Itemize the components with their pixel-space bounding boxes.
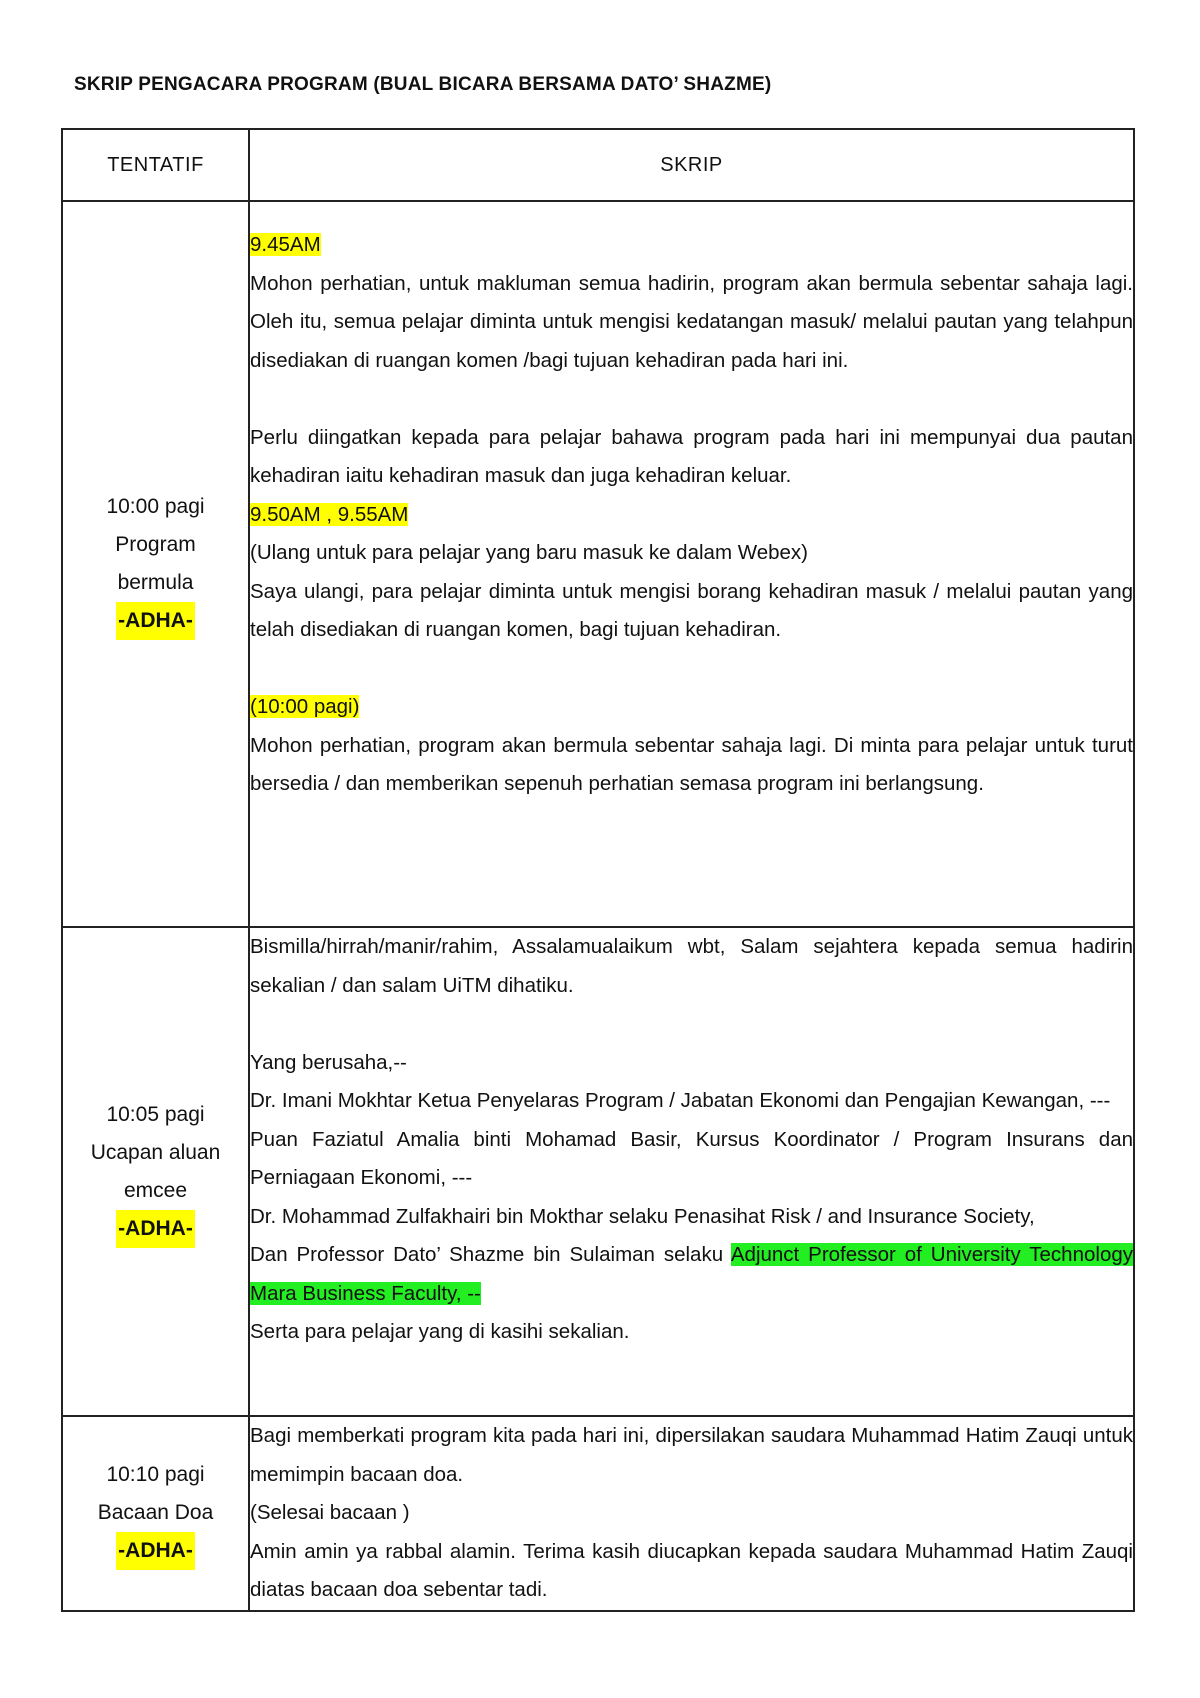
skrip-cell (249, 1416, 1134, 1611)
time-cue-highlight: 9.45AM (250, 233, 321, 256)
row-event-line: Bacaan Doa (97, 1501, 214, 1525)
script-paragraph: (Ulang untuk para pelajar yang baru masuk ke dalam Webex) (250, 541, 808, 564)
green-highlight-text: Adjunct Professor of University Technology Mara Business Faculty, -- (250, 1243, 1133, 1305)
header-skrip: SKRIP (249, 129, 1134, 201)
mc-name: -ADHA- (116, 1532, 195, 1570)
script-paragraph: Dr. Imani Mokhtar Ketua Penyelaras Program / Jabatan Ekonomi dan Pengajian Kewangan, --- (250, 1089, 1111, 1112)
table-row (62, 927, 1134, 1416)
script-paragraph: Mohon perhatian, program akan bermula sebentar sahaja lagi. Di minta para pelajar untuk turut bersedia / dan memberikan sepenuh perhatian semasa program ini berlangsung. (250, 733, 1133, 795)
script-paragraph: Mohon perhatian, untuk makluman semua hadirin, program akan bermula sebentar sahaja lagi. Oleh itu, semua pelajar diminta untuk mengisi kedatangan masuk/ melalui pautan yang telahpun disediakan di ruangan komen /bagi tujuan kehadiran pada hari ini. (250, 271, 1133, 372)
tentatif-cell (62, 201, 249, 927)
row-event-line: Ucapan aluan (90, 1140, 221, 1164)
mc-name: -ADHA- (116, 1210, 195, 1248)
script-paragraph: Yang berusaha,-- (250, 1050, 407, 1074)
script-table (61, 128, 1135, 1612)
row-time: 10:00 pagi (106, 495, 205, 518)
script-paragraph: Puan Faziatul Amalia binti Mohamad Basir, Kursus Koordinator / Program Insurans dan Perniagaan Ekonomi, --- (250, 1127, 1133, 1189)
document-title: SKRIP PENGACARA PROGRAM (BUAL BICARA BERSAMA DATO’ SHAZME) (74, 74, 772, 95)
table-row (62, 1416, 1134, 1611)
tentatif-cell (62, 927, 249, 1416)
table-header-row (62, 129, 1134, 201)
row-event-line: bermula (117, 571, 194, 594)
script-text: Dan Professor Dato’ Shazme bin Sulaiman selaku (250, 1243, 731, 1266)
script-paragraph (250, 1236, 1133, 1313)
script-paragraph: Bagi memberkati program kita pada hari ini, dipersilakan saudara Muhammad Hatim Zauqi untuk memimpin bacaan doa. (250, 1424, 1133, 1486)
script-paragraph: Saya ulangi, para pelajar diminta untuk mengisi borang kehadiran masuk / melalui pautan yang telah disediakan di ruangan komen, bagi tujuan kehadiran. (250, 579, 1133, 641)
script-paragraph: Dr. Mohammad Zulfakhairi bin Mokthar selaku Penasihat Risk / and Insurance Society, (250, 1204, 1035, 1228)
script-paragraph: (Selesai bacaan ) (250, 1501, 410, 1524)
skrip-cell (249, 201, 1134, 927)
row-time: 10:05 pagi (106, 1102, 205, 1126)
mc-name: -ADHA- (116, 602, 195, 640)
script-paragraph: Perlu diingatkan kepada para pelajar bahawa program pada hari ini mempunyai dua pautan kehadiran iaitu kehadiran masuk dan juga kehadiran keluar. (250, 425, 1133, 487)
header-tentatif: TENTATIF (62, 129, 249, 201)
script-paragraph: Amin amin ya rabbal alamin. Terima kasih diucapkan kepada saudara Muhammad Hatim Zauqi diatas bacaan doa sebentar tadi. (250, 1539, 1133, 1601)
script-paragraph: Serta para pelajar yang di kasihi sekalian. (250, 1320, 630, 1343)
row-time: 10:10 pagi (106, 1463, 205, 1487)
script-paragraph: Bismilla/hirrah/manir/rahim, Assalamualaikum wbt, Salam sejahtera kepada semua hadirin sekalian / dan salam UiTM dihatiku. (250, 935, 1133, 997)
time-cue-highlight: (10:00 pagi) (250, 695, 360, 718)
row-event-line: Program (115, 533, 196, 556)
skrip-cell (249, 927, 1134, 1416)
time-cue-highlight: 9.50AM , 9.55AM (250, 502, 409, 526)
row-event-line: emcee (123, 1178, 188, 1202)
tentatif-cell (62, 1416, 249, 1611)
table-row (62, 201, 1134, 927)
